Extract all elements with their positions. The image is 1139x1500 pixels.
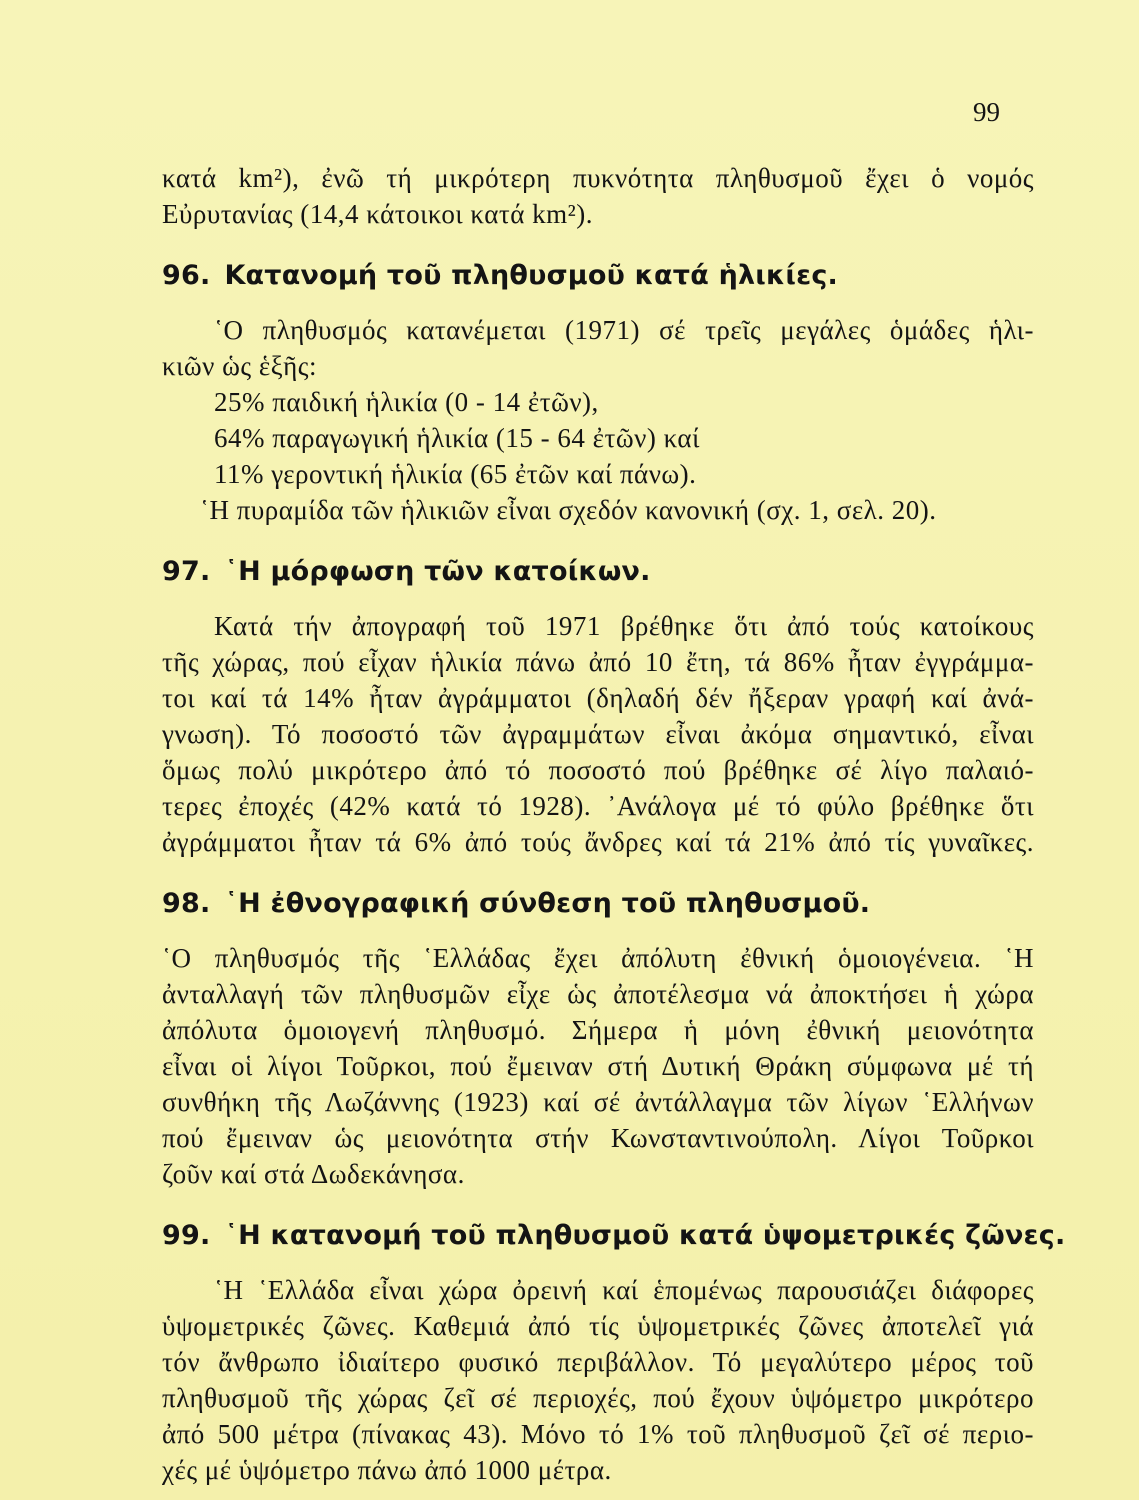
section-title: ῾Η μόρφωση τῶν κατοίκων. — [224, 556, 651, 587]
section-title: ῾Η κατανομή τοῦ πληθυσμοῦ κατά ὑψομετρικές ζῶνες. — [224, 1220, 1066, 1251]
section-number: 98. — [162, 888, 211, 919]
text-line: κιῶν ὡς ἑξῆς: — [162, 351, 317, 381]
section-96-body — [162, 312, 1034, 528]
section-heading-98 — [162, 886, 1034, 922]
section-title: Κατανομή τοῦ πληθυσμοῦ κατά ἡλικίες. — [224, 260, 838, 291]
page-number: 99 — [973, 97, 1000, 127]
text-line: ὑψομετρικές ζῶνες. Καθεμιά ἀπό τίς ὑψομετρικές ζῶνες ἀποτελεῖ γιά — [162, 1311, 1034, 1341]
text-line: ὅμως πολύ μικρότερο ἀπό τό ποσοστό πού βρέθηκε σέ λίγο παλαιό- — [162, 755, 1034, 785]
text-line: εἶναι οἱ λίγοι Τοῦρκοι, πού ἔμειναν στή Δυτική Θράκη σύμφωνα μέ τή — [162, 1051, 1034, 1081]
section-heading-96 — [162, 258, 1034, 294]
text-line: ῾Ο πληθυσμός κατανέμεται (1971) σέ τρεῖς μεγάλες ὁμάδες ἡλι- — [214, 315, 1034, 345]
text-line: ῾Ο πληθυσμός τῆς ῾Ελλάδας ἔχει ἀπόλυτη ἐθνική ὁμοιογένεια. ῾Η — [162, 943, 1034, 973]
text-line: τῆς χώρας, πού εἶχαν ἡλικία πάνω ἀπό 10 ἔτη, τά 86% ἦταν ἐγγράμμα- — [162, 647, 1034, 677]
text-line: ζοῦν καί στά Δωδεκάνησα. — [162, 1159, 465, 1189]
text-line: χές μέ ὑψόμετρο πάνω ἀπό 1000 μέτρα. — [162, 1455, 612, 1485]
intro-paragraph — [162, 160, 1034, 232]
text-line: γνωση). Τό ποσοστό τῶν ἀγραμμάτων εἶναι ἀκόμα σημαντικό, εἶναι — [162, 719, 1034, 749]
text-line: ῾Η πυραμίδα τῶν ἡλικιῶν εἶναι σχεδόν κανονική (σχ. 1, σελ. 20). — [200, 495, 937, 525]
text-line: Εὐρυτανίας (14,4 κάτοικοι κατά km²). — [162, 199, 594, 229]
text-line: πληθυσμοῦ τῆς χώρας ζεῖ σέ περιοχές, πού ἔχουν ὑψόμετρο μικρότερο — [162, 1383, 1034, 1413]
text-line: ἀγράμματοι ἦταν τά 6% ἀπό τούς ἄνδρες καί τά 21% ἀπό τίς γυναῖκες. — [162, 827, 1034, 857]
text-line: ἀνταλλαγή τῶν πληθυσμῶν εἶχε ὡς ἀποτέλεσμα νά ἀποκτήσει ἡ χώρα — [162, 979, 1034, 1009]
text-line: τερες ἐποχές (42% κατά τό 1928). ᾿Ανάλογα μέ τό φύλο βρέθηκε ὅτι — [162, 791, 1034, 821]
section-98-body — [162, 940, 1034, 1192]
text-line: συνθήκη τῆς Λωζάννης (1923) καί σέ ἀντάλλαγμα τῶν λίγων ῾Ελλήνων — [162, 1087, 1034, 1117]
age-group-item: 64% παραγωγική ἡλικία (15 - 64 ἐτῶν) καί — [214, 423, 700, 453]
text-line: ῾Η ῾Ελλάδα εἶναι χώρα ὀρεινή καί ἑπομένως παρουσιάζει διάφορες — [214, 1275, 1034, 1305]
text-line: ἀπόλυτα ὁμοιογενή πληθυσμό. Σήμερα ἡ μόνη ἐθνική μειονότητα — [162, 1015, 1034, 1045]
text-line: ἀπό 500 μέτρα (πίνακας 43). Μόνο τό 1% τοῦ πληθυσμοῦ ζεῖ σέ περιο- — [162, 1419, 1034, 1449]
text-line: κατά km²), ἐνῶ τή μικρότερη πυκνότητα πληθυσμοῦ ἔχει ὁ νομός — [162, 163, 1034, 193]
text-line: Κατά τήν ἀπογραφή τοῦ 1971 βρέθηκε ὅτι ἀπό τούς κατοίκους — [214, 611, 1034, 641]
section-heading-99 — [162, 1218, 1066, 1254]
section-number: 99. — [162, 1220, 211, 1251]
page-content — [162, 160, 1066, 1488]
section-heading-97 — [162, 554, 1034, 590]
text-line: πού ἔμειναν ὡς μειονότητα στήν Κωνσταντινούπολη. Λίγοι Τοῦρκοι — [162, 1123, 1034, 1153]
age-group-item: 11% γεροντική ἡλικία (65 ἐτῶν καί πάνω). — [214, 459, 697, 489]
age-group-item: 25% παιδική ἡλικία (0 - 14 ἐτῶν), — [214, 387, 599, 417]
text-line: τοι καί τά 14% ἦταν ἀγράμματοι (δηλαδή δέν ἤξεραν γραφή καί ἀνά- — [162, 683, 1034, 713]
section-97-body — [162, 608, 1034, 860]
section-number: 97. — [162, 556, 211, 587]
text-line: τόν ἄνθρωπο ἰδιαίτερο φυσικό περιβάλλον. Τό μεγαλύτερο μέρος τοῦ — [162, 1347, 1034, 1377]
section-title: ῾Η ἐθνογραφική σύνθεση τοῦ πληθυσμοῦ. — [224, 888, 871, 919]
section-number: 96. — [162, 260, 211, 291]
section-99-body — [162, 1272, 1034, 1488]
